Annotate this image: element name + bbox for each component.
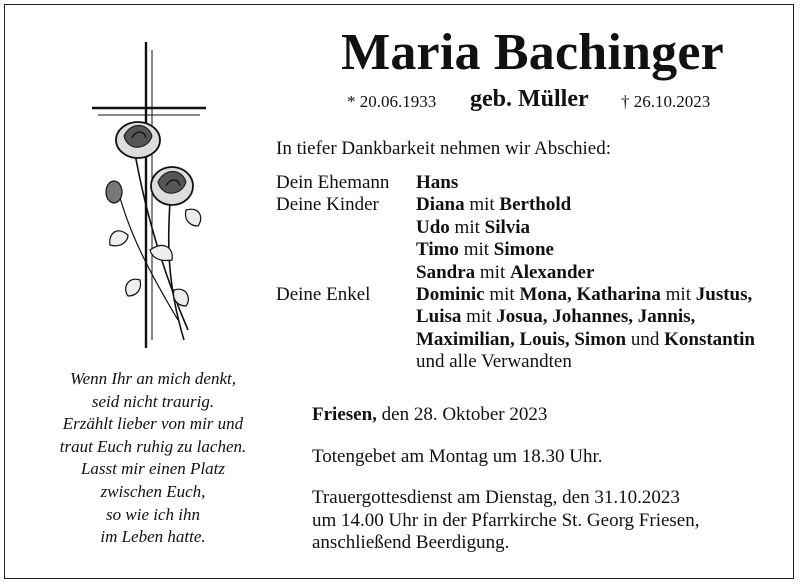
child-entry: Timo mit Simone: [416, 239, 554, 261]
relatives-text: und alle Verwandten: [416, 351, 572, 373]
service-line: um 14.00 Uhr in der Pfarrkirche St. Georg Friesen,: [312, 509, 700, 531]
child-entry: Diana mit Berthold: [416, 194, 572, 216]
birth-date: * 20.06.1933: [347, 92, 437, 111]
service-line: Trauergottesdienst am Dienstag, den 31.10.2023: [312, 487, 680, 508]
poem-line: seid nicht traurig.: [91, 391, 215, 411]
grandchildren-label: Deine Enkel: [276, 284, 371, 306]
service-line: anschließend Beerdigung.: [312, 532, 510, 553]
service-notice: [312, 487, 700, 555]
poem: [40, 368, 266, 549]
children-label: Deine Kinder: [276, 194, 379, 216]
grandchildren-row: [276, 284, 755, 306]
place: Friesen,: [312, 404, 377, 425]
poem-line: Wenn Ihr an mich denkt,: [69, 369, 237, 388]
cross-with-roses-icon: [88, 40, 218, 350]
children-row: [276, 239, 755, 261]
poem-line: zwischen Euch,: [100, 481, 206, 501]
date: den 28. Oktober 2023: [381, 404, 548, 425]
child-entry: Udo mit Silvia: [416, 216, 531, 238]
prayer-notice: Totengebet am Montag um 18.30 Uhr.: [312, 446, 603, 467]
poem-line: Lasst mir einen Platz: [80, 459, 226, 479]
deceased-name: Maria Bachinger: [341, 24, 724, 81]
children-row: [276, 194, 755, 216]
farewell-intro: In tiefer Dankbarkeit nehmen wir Abschied:: [276, 138, 612, 159]
poem-line: im Leben hatte.: [100, 527, 206, 547]
husband-name: Hans: [416, 172, 459, 193]
children-row: [276, 217, 755, 239]
child-entry: Sandra mit Alexander: [416, 261, 595, 283]
family-list: [276, 172, 755, 374]
place-date: [312, 404, 547, 426]
children-row: [276, 262, 755, 284]
grandchildren-line: Luisa mit Josua, Johannes, Jannis,: [416, 306, 696, 328]
grandchildren-row: [276, 306, 755, 328]
relatives-row: [276, 351, 755, 373]
poem-line: traut Euch ruhig zu lachen.: [59, 436, 247, 456]
husband-label: Dein Ehemann: [276, 172, 390, 193]
grandchildren-line: Maximilian, Louis, Simon und Konstantin: [416, 328, 755, 350]
grandchildren-line: Dominic mit Mona, Katharina mit Justus,: [416, 284, 753, 306]
husband-row: [276, 172, 755, 194]
grandchildren-row: [276, 329, 755, 351]
maiden-name: geb. Müller: [470, 86, 589, 112]
poem-line: so wie ich ihn: [106, 504, 200, 524]
death-date: † 26.10.2023: [621, 92, 711, 111]
poem-line: Erzählt lieber von mir und: [62, 414, 244, 434]
